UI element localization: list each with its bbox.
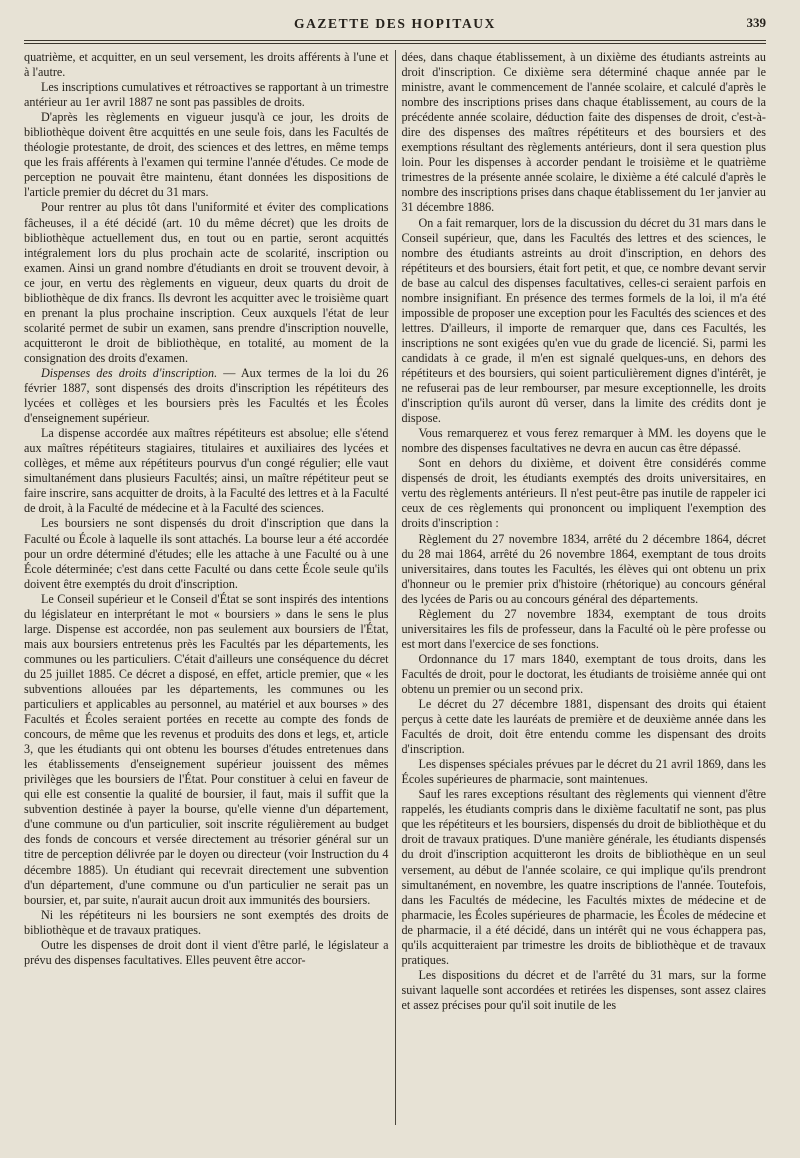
page-number: 339	[746, 15, 766, 30]
header-rule-thin	[24, 43, 766, 44]
paragraph-text: dées, dans chaque établissement, à un dixième des étudiants astreints au droit d'inscription. Ce dixième sera déterminé chaque année par le ministre, avant le commencement de l'année scolaire, et calculé d'après le nombre des inscriptions prises dans chaque établissement, au cours de la précédente année scolaire, déduction faite des dispenses de droit, c'est-à-dire des dispenses des maîtres répétiteurs et des boursiers et des exemptions résultant des règlements antérieurs, dont il sera question plus loin. Pour les dispenses à accorder pendant le troisième et le quatrième trimestres de la présente année scolaire, le dixième a été calculé d'après le nombre des inscriptions prises dans chaque établissement du 1er janvier au 31 décembre 1886.	[401, 50, 766, 215]
paragraph	[24, 80, 389, 110]
paragraph-continued	[24, 50, 389, 80]
paragraph-text: Ni les répétiteurs ni les boursiers ne sont exemptés des droits de bibliothèque et de travaux pratiques.	[24, 907, 389, 937]
paragraph	[401, 426, 766, 456]
paragraph	[401, 607, 766, 652]
paragraph	[24, 110, 389, 200]
paragraph	[24, 938, 389, 968]
paragraph	[401, 968, 766, 1013]
page-header	[24, 14, 766, 36]
paragraph	[401, 697, 766, 757]
paragraph	[24, 200, 389, 366]
paragraph-text: D'après les règlements en vigueur jusqu'à ce jour, les droits de bibliothèque doivent être acquittés en une seule fois, dans les Facultés de théologie protestante, de droit, des sciences et des lettres, en même temps que les frais afférents à l'examen qui termine l'année d'études. Ce mode de perception ne pouvait être maintenu, étant données les dispositions de l'article premier du décret du 31 mars.	[24, 110, 389, 200]
paragraph-text: — Aux termes de la loi du 26 février 1887, sont dispensés des droits d'inscription les répétiteurs des lycées et collèges et les boursiers près les Facultés et les Écoles d'enseignement supérieur.	[24, 365, 389, 426]
paragraph	[24, 908, 389, 938]
paragraph-text: Les inscriptions cumulatives et rétroactives se rapportant à un trimestre antérieur au 1er avril 1887 ne sont pas passibles de droits.	[24, 80, 389, 110]
paragraph-text: Le Conseil supérieur et le Conseil d'État se sont inspirés des intentions du législateur en interprétant le mot « boursiers » dans le sens le plus large. Dispense est accordée, non pas seulement aux boursiers de l'État, mais aux boursiers entretenus près les Facultés par les départements, les communes ou les particuliers. C'était d'ailleurs une conséquence du décret du 25 juillet 1885. Ce décret a disposé, en effet, article premier, que « les subventions allouées par les départements, les communes ou les particuliers et applicables au personnel, au matériel et aux bourses » des Facultés et Écoles seraient portées en recette au compte des fonds de concours, de même que les revenus et produits des dons et legs, et, article 3, que les étudiants qui ont obtenu les bourses d'études entretenues dans les établissements d'enseignement supérieur jouissent des mêmes privilèges que les boursiers de l'État. Pour constituer à celui en faveur de qui elle est consentie la qualité de boursier, il faut, mais il suffit que la subvention destinée à payer la bourse, qu'elle vienne d'un département, d'une commune ou d'un particulier, soit inscrite régulièrement au budget des fonds de concours et versée directement au trésorier général sur un titre de perception délivrée par le doyen ou directeur (voir Instruction du 4 décembre 1885). Un étudiant qui recevrait directement une subvention d'un département, d'une commune ou d'un particulier ne serait pas un boursier, et, par suite, n'aurait aucun droit aux immunités des boursiers.	[24, 591, 389, 907]
paragraph-continued	[401, 50, 766, 216]
paragraph-text: Sauf les rares exceptions résultant des règlements qui viennent d'être rappelés, les étudiants compris dans le dixième facultatif ne sont, pas plus que les répétiteurs et les boursiers, dispensés du droit de bibliothèque et du droit de travaux pratiques. D'une manière générale, les étudiants dispensés du droit d'inscription acquitteront les droits de bibliothèque en un seul versement, au début de l'année scolaire, ce qui implique qu'ils prendront simultanément, en novembre, les quatre inscriptions de l'année. Toutefois, dans les Facultés de médecine, les Facultés mixtes de médecine et de pharmacie, les Écoles supérieures de pharmacie, les Écoles de médecine et de pharmacie, il a été décidé, dans un intérêt qui ne vous échappera pas, qu'ils acquitteraient par trimestre les droits de bibliothèque et de travaux pratiques.	[401, 787, 766, 967]
paragraph	[401, 216, 766, 427]
section-heading: Dispenses des droits d'inscription.	[41, 365, 218, 380]
paragraph-text: Les boursiers ne sont dispensés du droit d'inscription que dans la Faculté ou École à laquelle ils sont attachés. La bourse leur a été accordée pour un ordre déterminé d'études; elle les attache à une Faculté ou à une École déterminée; c'est dans cette Faculté ou dans cette École seule qu'ils doivent être exemptés du droit d'inscription.	[24, 516, 389, 591]
paragraph-text: Sont en dehors du dixième, et doivent être considérés comme dispensés de droit, les étudiants exemptés des droits universitaires, en vertu des règlements antérieurs. Il n'est peut-être pas inutile de rappeler ici ceux de ces règlements qui prononcent ou impliquent l'exemption des droits d'inscription :	[401, 456, 766, 531]
paragraph-text: Pour rentrer au plus tôt dans l'uniformité et éviter des complications fâcheuses, il a été décidé (art. 10 du même décret) que les droits de bibliothèque actuellement dus, en tout ou en partie, seront acquittés intégralement lors du plus prochain acte de scolarité, inscription ou examen. Ainsi un grand nombre d'étudiants en droit se trouvent devoir, à ce jour, en vertu des règlements en vigueur, deux quarts du droit de bibliothèque de dix francs. Ils devront les acquitter avec le troisième quart en prenant la plus prochaine inscription. Ceux auxquels l'état de leur scolarité permet de subir un examen, sans prendre d'inscription nouvelle, acquitteront le droit de bibliothèque, en totalité, au moment de la consignation des droits d'examen.	[24, 200, 389, 365]
paragraph-text: Les dispenses spéciales prévues par le décret du 21 avril 1869, dans les Écoles supérieures de pharmacie, sont maintenues.	[401, 757, 766, 787]
paragraph-text: On a fait remarquer, lors de la discussion du décret du 31 mars dans le Conseil supérieur, que, dans les Facultés des lettres et des sciences, le nombre des étudiants astreints au droit d'inscription, en dehors des répétiteurs et des boursiers, était fort petit, et que, ce nombre devant servir de base au calcul des dispenses facultatives, celles-ci seraient parfois en nombre insignifiant. En présence des termes formels de la loi, il m'a été impossible de proposer une exception pour les Facultés des sciences et des lettres. D'ailleurs, il importe de remarquer que, dans ces Facultés, les inscriptions ne sont exigées qu'en vue du grade de licencié. Si, parmi les candidats à ce grade, il m'en est signalé quelques-uns, en dehors des répétiteurs et des boursiers, qui soient particulièrement dignes d'intérêt, je ne refuserai pas de leur rembourser, par mesure exceptionnelle, les droits d'inscription qu'ils auront dû verser, dans la limite des crédits dont je dispose.	[401, 215, 766, 426]
paragraph-text: Le décret du 27 décembre 1881, dispensant des droits qui étaient perçus à cette date les lauréats de première et de deuxième année dans les Facultés de droit, doit être entendu comme les dispensant des droits d'inscription.	[401, 697, 766, 757]
left-column	[24, 50, 389, 1130]
paragraph-text: Règlement du 27 novembre 1834, arrêté du 2 décembre 1864, décret du 28 mai 1864, arrêté du 26 novembre 1864, exemptant de tous droits universitaires, dans toutes les Facultés, les élèves qui ont obtenu un prix d'honneur ou le premier prix d'histoire (rhétorique) au concours général des lycées de Paris ou au concours général des départements.	[401, 531, 766, 606]
paragraph-text: Vous remarquerez et vous ferez remarquer à MM. les doyens que le nombre des dispenses facultatives ne devra en aucun cas être dépassé.	[401, 426, 766, 456]
paragraph	[401, 456, 766, 531]
paragraph-text: Règlement du 27 novembre 1834, exemptant de tous droits universitaires les fils de professeur, dans la Faculté où le père professe ou est mort dans l'exercice de ses fonctions.	[401, 606, 766, 651]
paragraph	[401, 757, 766, 787]
paragraph	[24, 516, 389, 591]
paragraph	[401, 532, 766, 607]
paragraph-text: Les dispositions du décret et de l'arrêté du 31 mars, sur la forme suivant laquelle sont accordées et retirées les dispenses, sont assez claires et assez précises pour qu'il soit inutile de les	[401, 967, 766, 1012]
paragraph-text: Outre les dispenses de droit dont il vient d'être parlé, le législateur a prévu des dispenses facultatives. Elles peuvent être accor-	[24, 937, 389, 967]
running-title: GAZETTE DES HOPITAUX	[293, 16, 497, 31]
column-divider	[395, 50, 396, 1125]
paragraph	[24, 426, 389, 516]
header-rule-thick	[24, 40, 766, 41]
section-paragraph	[24, 366, 389, 426]
paragraph	[24, 592, 389, 908]
text-columns	[24, 50, 766, 1130]
paragraph	[401, 787, 766, 968]
paragraph-text: Ordonnance du 17 mars 1840, exemptant de tous droits, dans les Facultés de droit, pour le doctorat, les étudiants de troisième année qui ont obtenu un premier ou un second prix.	[401, 651, 766, 696]
paragraph	[401, 652, 766, 697]
paragraph-text: quatrième, et acquitter, en un seul versement, les droits afférents à l'une et à l'autre.	[24, 50, 389, 80]
paragraph-text: La dispense accordée aux maîtres répétiteurs est absolue; elle s'étend aux maîtres répétiteurs stagiaires, titulaires et auxiliaires des lycées et collèges, et même aux répétiteurs pourvus d'un congé régulier; elle vaut simultanément dans plusieurs Facultés; ainsi, un maître répétiteur peut se faire inscrire, sans acquitter de droits, à la Faculté des lettres et à la Faculté de droit, à la Faculté de médecine et à la Faculté des sciences.	[24, 426, 389, 516]
right-column	[401, 50, 766, 1130]
